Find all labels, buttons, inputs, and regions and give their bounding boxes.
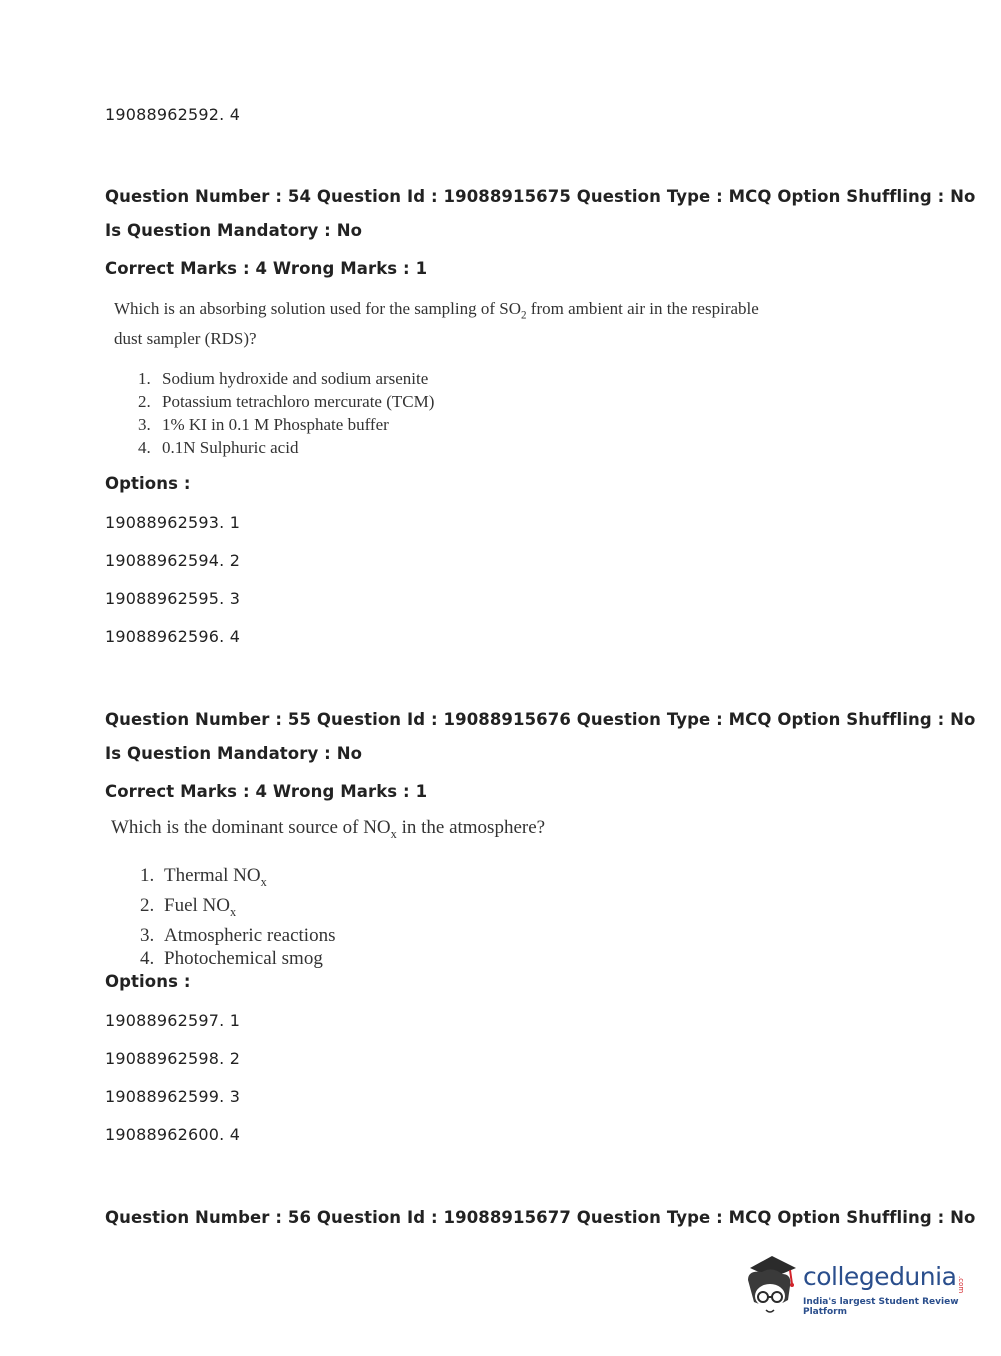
choice-item: 4. 0.1N Sulphuric acid	[138, 438, 299, 457]
option-line: 19088962598. 2	[105, 1049, 241, 1068]
option-line: 19088962593. 1	[105, 513, 241, 532]
question-text-part: dust sampler (RDS)?	[114, 329, 257, 349]
option-line: 19088962597. 1	[105, 1011, 241, 1030]
brand-tagline: India's largest Student Review Platform	[803, 1297, 959, 1317]
choice-item: 4. Photochemical smog	[140, 947, 323, 969]
subscript: x	[390, 826, 397, 841]
option-line: 19088962595. 3	[105, 589, 241, 608]
brand-name: collegedunia	[803, 1262, 957, 1291]
question-text: Which is the dominant source of $NO_x$ in the atmosphere?	[111, 817, 546, 841]
marks-line: Correct Marks : 4 Wrong Marks : 1	[105, 782, 428, 801]
question-text-part: from ambient air in the respirable	[526, 299, 759, 318]
question-text	[114, 297, 759, 351]
question-header: Question Number : 56 Question Id : 19088915677 Question Type : MCQ Option Shuffling : No	[105, 1208, 976, 1227]
option-line: 19088962600. 4	[105, 1125, 241, 1144]
mandatory-line: Is Question Mandatory : No	[105, 744, 363, 763]
choice-item: 2. Potassium tetrachloro mercurate (TCM)	[138, 392, 435, 411]
choice-item: 1. Sodium hydroxide and sodium arsenite	[138, 369, 429, 388]
choice-list	[138, 367, 434, 459]
brand-suffix: .com	[957, 1276, 965, 1294]
choice-item: 1. Thermal $NO_x$	[140, 865, 267, 889]
options-label: Options :	[105, 474, 191, 493]
mandatory-line: Is Question Mandatory : No	[105, 221, 363, 240]
option-line: 19088962596. 4	[105, 627, 241, 646]
option-line: 19088962599. 3	[105, 1087, 241, 1106]
choice-item: 3. 1% KI in 0.1 M Phosphate buffer	[138, 415, 389, 434]
subscript: 2	[521, 309, 527, 322]
choice-item: 2. Fuel $NO_x$	[140, 894, 237, 919]
choice-list	[140, 864, 335, 970]
marks-line: Correct Marks : 4 Wrong Marks : 1	[105, 259, 428, 278]
question-header: Question Number : 55 Question Id : 19088915676 Question Type : MCQ Option Shuffling : No	[105, 710, 976, 729]
option-line: 19088962592. 4	[105, 105, 241, 124]
choice-item: 3. Atmospheric reactions	[140, 924, 336, 946]
question-header: Question Number : 54 Question Id : 19088915675 Question Type : MCQ Option Shuffling : No	[105, 187, 976, 206]
options-label: Options :	[105, 972, 191, 991]
option-line: 19088962594. 2	[105, 551, 241, 570]
question-text-part: Which is an absorbing solution used for the sampling of SO	[114, 299, 522, 318]
mascot-logo-icon	[742, 1250, 802, 1320]
